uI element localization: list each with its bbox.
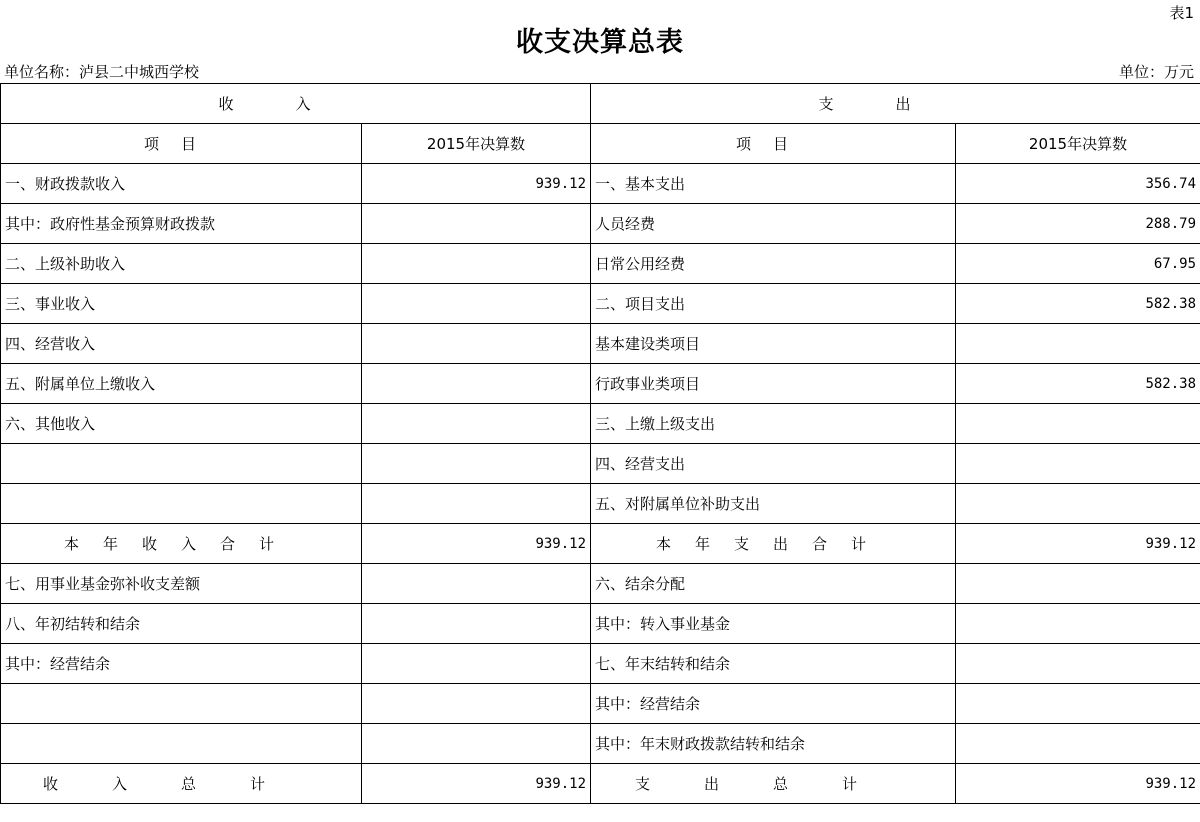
expense-item-cell: 五、对附属单位补助支出 <box>591 484 956 524</box>
income-amount-cell <box>362 324 591 364</box>
expense-amount-cell <box>956 644 1200 684</box>
expense-amount-cell <box>956 724 1200 764</box>
subtotal-row-expense-label: 本年支出合计 <box>591 524 956 564</box>
expense-amount-header: 2015年决算数 <box>956 124 1200 164</box>
expense-item-cell: 三、上缴上级支出 <box>591 404 956 444</box>
income-amount-cell <box>362 244 591 284</box>
expense-item-cell: 基本建设类项目 <box>591 324 956 364</box>
table-row <box>1 164 1200 204</box>
table-row <box>1 604 1200 644</box>
expense-item-cell: 其中：转入事业基金 <box>591 604 956 644</box>
expense-amount-cell: 288.79 <box>956 204 1200 244</box>
expense-amount-cell <box>956 404 1200 444</box>
income-amount-cell <box>362 724 591 764</box>
income-item-header: 项目 <box>1 124 362 164</box>
income-item-cell: 其中：政府性基金预算财政拨款 <box>1 204 362 244</box>
income-amount-header: 2015年决算数 <box>362 124 591 164</box>
subtotal-row-income-label: 本年收入合计 <box>1 524 362 564</box>
expense-item-cell: 其中：经营结余 <box>591 684 956 724</box>
income-amount-cell <box>362 284 591 324</box>
table-row <box>1 244 1200 284</box>
income-item-cell: 八、年初结转和结余 <box>1 604 362 644</box>
table-row <box>1 644 1200 684</box>
income-item-cell: 五、附属单位上缴收入 <box>1 364 362 404</box>
income-amount-cell <box>362 644 591 684</box>
currency-unit: 单位：万元 <box>1118 63 1194 81</box>
expense-item-cell: 一、基本支出 <box>591 164 956 204</box>
section-header-row <box>1 84 1200 124</box>
table-row <box>1 444 1200 484</box>
income-amount-cell <box>362 684 591 724</box>
total-row <box>1 764 1200 804</box>
table-row <box>1 364 1200 404</box>
income-amount-cell <box>362 564 591 604</box>
expense-item-header: 项目 <box>591 124 956 164</box>
income-amount-cell <box>362 364 591 404</box>
expense-item-cell: 七、年末结转和结余 <box>591 644 956 684</box>
page-title: 收支决算总表 <box>516 27 684 58</box>
income-item-cell: 一、财政拨款收入 <box>1 164 362 204</box>
expense-amount-cell: 582.38 <box>956 364 1200 404</box>
expense-item-cell: 二、项目支出 <box>591 284 956 324</box>
expense-item-cell: 四、经营支出 <box>591 444 956 484</box>
income-amount-cell <box>362 404 591 444</box>
income-item-cell <box>1 724 362 764</box>
table-row <box>1 724 1200 764</box>
table-row <box>1 484 1200 524</box>
expense-amount-cell <box>956 484 1200 524</box>
unit-name: 单位名称：泸县二中城西学校 <box>4 63 200 81</box>
expense-item-cell: 行政事业类项目 <box>591 364 956 404</box>
expense-item-cell: 六、结余分配 <box>591 564 956 604</box>
subtotal-row-income-value: 939.12 <box>362 524 591 564</box>
expense-amount-cell <box>956 684 1200 724</box>
income-item-cell: 其中：经营结余 <box>1 644 362 684</box>
expense-amount-cell <box>956 324 1200 364</box>
income-item-cell: 六、其他收入 <box>1 404 362 444</box>
table-row <box>1 284 1200 324</box>
subtotal-row-expense-value: 939.12 <box>956 524 1200 564</box>
subtotal-row <box>1 524 1200 564</box>
total-row-expense-label: 支出总计 <box>591 764 956 804</box>
income-item-cell: 二、上级补助收入 <box>1 244 362 284</box>
column-header-row <box>1 124 1200 164</box>
total-row-income-value: 939.12 <box>362 764 591 804</box>
income-item-cell: 三、事业收入 <box>1 284 362 324</box>
expense-amount-cell <box>956 564 1200 604</box>
table-row <box>1 564 1200 604</box>
table-row <box>1 324 1200 364</box>
expense-item-cell: 人员经费 <box>591 204 956 244</box>
expense-section-header: 支出 <box>591 84 1200 124</box>
income-amount-cell <box>362 484 591 524</box>
income-item-cell <box>1 684 362 724</box>
income-item-cell <box>1 444 362 484</box>
income-section-header: 收入 <box>1 84 591 124</box>
table-number: 表1 <box>1169 4 1194 22</box>
table-row <box>1 404 1200 444</box>
income-item-cell: 七、用事业基金弥补收支差额 <box>1 564 362 604</box>
expense-amount-cell <box>956 444 1200 484</box>
income-expense-table <box>0 83 1200 804</box>
expense-item-cell: 日常公用经费 <box>591 244 956 284</box>
expense-item-cell: 其中：年末财政拨款结转和结余 <box>591 724 956 764</box>
expense-amount-cell <box>956 604 1200 644</box>
expense-amount-cell: 356.74 <box>956 164 1200 204</box>
total-row-expense-value: 939.12 <box>956 764 1200 804</box>
income-amount-cell: 939.12 <box>362 164 591 204</box>
income-item-cell <box>1 484 362 524</box>
expense-amount-cell: 67.95 <box>956 244 1200 284</box>
income-amount-cell <box>362 444 591 484</box>
total-row-income-label: 收入总计 <box>1 764 362 804</box>
income-item-cell: 四、经营收入 <box>1 324 362 364</box>
expense-amount-cell: 582.38 <box>956 284 1200 324</box>
income-amount-cell <box>362 604 591 644</box>
table-row <box>1 684 1200 724</box>
income-amount-cell <box>362 204 591 244</box>
table-row <box>1 204 1200 244</box>
